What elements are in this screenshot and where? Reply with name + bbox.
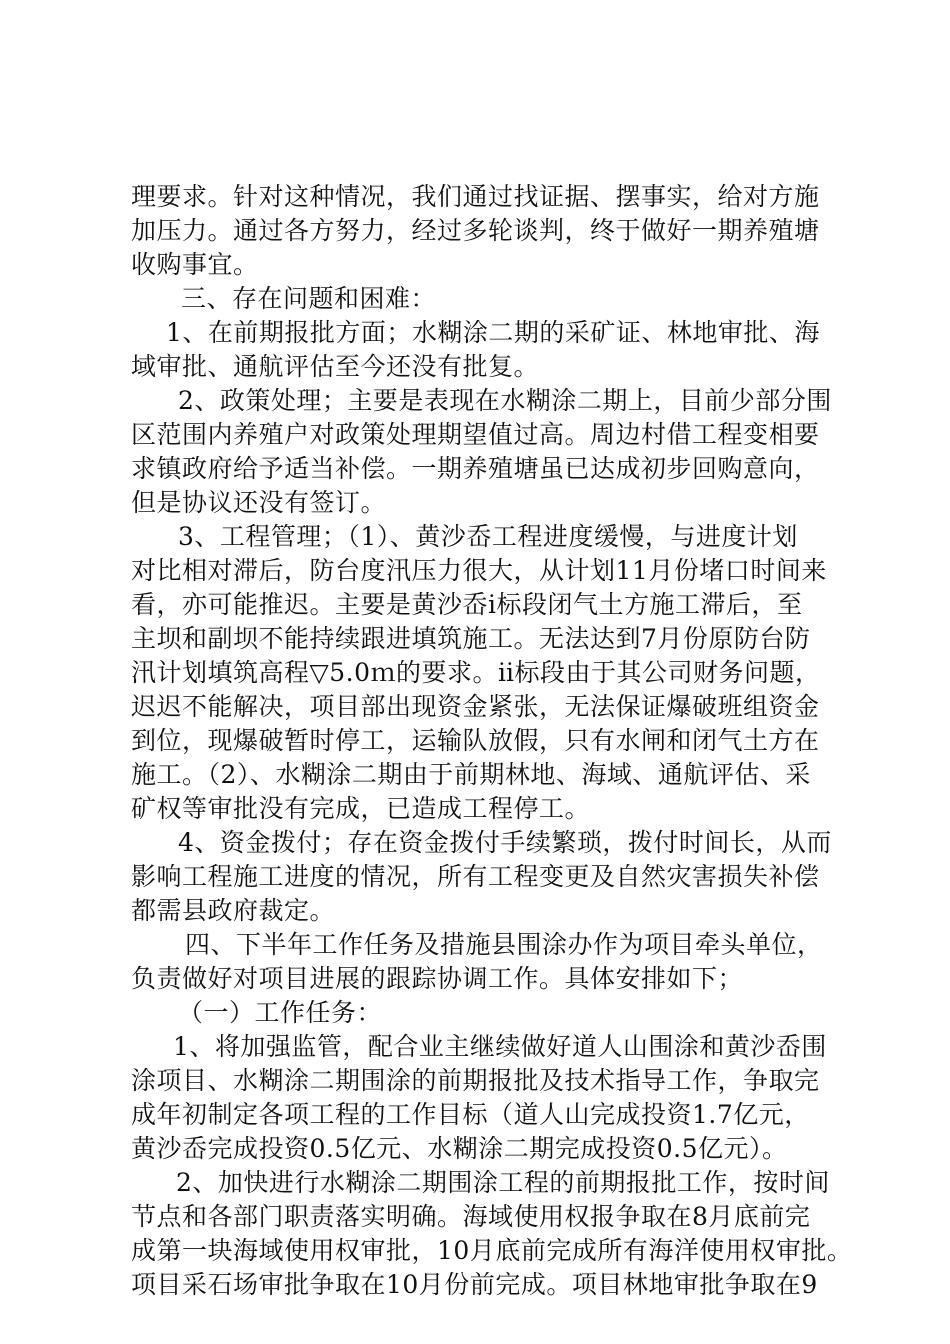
body-line: 影响工程施工进度的情况，所有工程变更及自然灾害损失补偿 (131, 862, 820, 891)
body-line: 成第一块海域使用权审批，10月底前完成所有海洋使用权审批。 (131, 1236, 853, 1265)
body-line: 1、将加强监管，配合业主继续做好道人山围涂和黄沙岙围 (173, 1032, 827, 1061)
body-line: 看，亦可能推迟。主要是黄沙岙ⅰ标段闭气土方施工滞后，至 (131, 590, 803, 619)
body-line: 节点和各部门职责落实明确。海域使用权报争取在8月底前完 (131, 1202, 811, 1231)
body-line: 到位，现爆破暂时停工，运输队放假，只有水闸和闭气土方在 (131, 726, 820, 755)
body-line: 2、政策处理；主要是表现在水糊涂二期上，目前少部分围 (178, 386, 832, 415)
body-line: 对比相对滞后，防台度汛压力很大，从计划11月份堵口时间来 (131, 556, 827, 585)
body-line: 施工。（2）、水糊涂二期由于前期林地、海域、通航评估、采 (131, 760, 811, 789)
body-line: 2、加快进行水糊涂二期围涂工程的前期报批工作，按时间 (176, 1168, 830, 1197)
body-line: 矿权等审批没有完成，已造成工程停工。 (131, 794, 591, 823)
body-line: 4、资金拨付；存在资金拨付手续繁琐，拨付时间长，从而 (178, 828, 832, 857)
body-line: 加压力。通过各方努力，经过多轮谈判，终于做好一期养殖塘 (131, 216, 820, 245)
body-line: 主坝和副坝不能持续跟进填筑施工。无法达到7月份原防台防 (131, 624, 811, 653)
body-line: 迟迟不能解决，项目部出现资金紧张，无法保证爆破班组资金 (131, 692, 820, 721)
body-line: 涂项目、水糊涂二期围涂的前期报批及技术指导工作，争取完 (131, 1066, 820, 1095)
section-heading: 三、存在问题和困难： (181, 284, 437, 313)
subsection-heading: （一）工作任务： (178, 998, 383, 1027)
body-line: 成年初制定各项工程的工作目标（道人山完成投资1.7亿元， (131, 1100, 810, 1129)
body-line: 但是协议还没有签订。 (131, 488, 387, 517)
body-line: 求镇政府给予适当补偿。一期养殖塘虽已达成初步回购意向， (131, 454, 820, 483)
body-line: 域审批、通航评估至今还没有批复。 (131, 352, 540, 381)
body-line: 1、在前期报批方面；水糊涂二期的采矿证、林地审批、海 (166, 318, 820, 347)
body-line: 负责做好对项目进展的跟踪协调工作。具体安排如下； (131, 964, 744, 993)
body-line: 3、工程管理；（1）、黄沙岙工程进度缓慢，与进度计划 (178, 522, 798, 551)
body-line: 项目采石场审批争取在10月份前完成。项目林地审批争取在9 (131, 1270, 818, 1299)
body-line: 汛计划填筑高程▽5.0ｍ的要求。ⅱ标段由于其公司财务问题， (131, 658, 821, 687)
body-line: 都需县政府裁定。 (131, 896, 336, 925)
section-heading: 四、下半年工作任务及措施县围涂办作为项目牵头单位， (185, 930, 823, 959)
body-line: 理要求。针对这种情况，我们通过找证据、摆事实，给对方施 (131, 182, 820, 211)
body-line: 收购事宜。 (131, 250, 259, 279)
body-line: 区范围内养殖户对政策处理期望值过高。周边村借工程变相要 (131, 420, 820, 449)
body-line: 黄沙岙完成投资0.5亿元、水糊涂二期完成投资0.5亿元）。 (131, 1134, 788, 1163)
